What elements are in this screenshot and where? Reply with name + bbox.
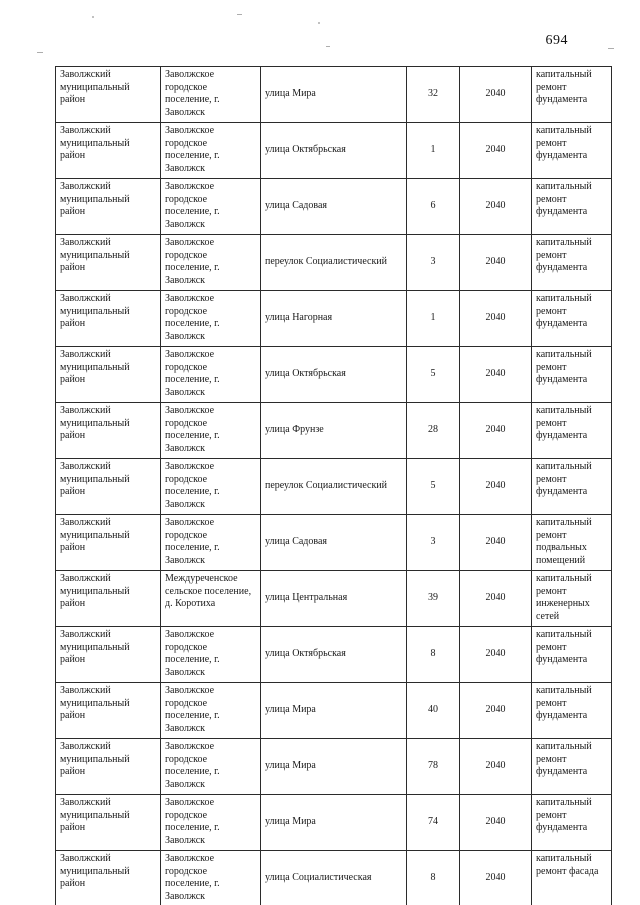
work-type-cell: капитальный ремонт фундамента [532,235,612,291]
street-cell: улица Фрунзе [261,403,407,459]
district-cell: Заволжский муниципальный район [56,739,161,795]
street-cell: улица Октябрьская [261,627,407,683]
street-cell: улица Октябрьская [261,347,407,403]
street-cell: переулок Социалистический [261,459,407,515]
district-cell: Заволжский муниципальный район [56,403,161,459]
district-cell: Заволжский муниципальный район [56,347,161,403]
house-number-cell: 39 [407,571,460,627]
work-type-cell: капитальный ремонт фасада [532,851,612,905]
work-type-cell: капитальный ремонт фундамента [532,459,612,515]
work-type-cell: капитальный ремонт фундамента [532,67,612,123]
district-cell: Заволжский муниципальный район [56,515,161,571]
table-row [56,235,612,291]
year-cell: 2040 [460,123,532,179]
district-cell: Заволжский муниципальный район [56,683,161,739]
house-number-cell: 1 [407,291,460,347]
settlement-cell: Заволжское городское поселение, г. Заволжск [161,459,261,515]
year-cell: 2040 [460,459,532,515]
table-row [56,459,612,515]
year-cell: 2040 [460,179,532,235]
settlement-cell: Заволжское городское поселение, г. Заволжск [161,123,261,179]
table-row [56,291,612,347]
year-cell: 2040 [460,683,532,739]
settlement-cell: Заволжское городское поселение, г. Заволжск [161,739,261,795]
district-cell: Заволжский муниципальный район [56,235,161,291]
house-number-cell: 8 [407,627,460,683]
settlement-cell: Заволжское городское поселение, г. Заволжск [161,235,261,291]
house-number-cell: 5 [407,347,460,403]
scan-artifact [318,22,320,24]
street-cell: улица Центральная [261,571,407,627]
work-type-cell: капитальный ремонт фундамента [532,627,612,683]
table-row [56,739,612,795]
year-cell: 2040 [460,67,532,123]
district-cell: Заволжский муниципальный район [56,123,161,179]
table-row [56,179,612,235]
street-cell: улица Мира [261,795,407,851]
street-cell: улица Садовая [261,179,407,235]
district-cell: Заволжский муниципальный район [56,459,161,515]
house-number-cell: 3 [407,235,460,291]
settlement-cell: Заволжское городское поселение, г. Заволжск [161,627,261,683]
work-type-cell: капитальный ремонт фундамента [532,403,612,459]
settlement-cell: Заволжское городское поселение, г. Заволжск [161,291,261,347]
year-cell: 2040 [460,851,532,905]
table-row [56,123,612,179]
scan-artifact [37,52,43,53]
street-cell: улица Мира [261,683,407,739]
house-number-cell: 40 [407,683,460,739]
year-cell: 2040 [460,403,532,459]
year-cell: 2040 [460,235,532,291]
street-cell: улица Мира [261,67,407,123]
year-cell: 2040 [460,515,532,571]
year-cell: 2040 [460,291,532,347]
repair-schedule-table [55,66,612,905]
year-cell: 2040 [460,627,532,683]
table-row [56,347,612,403]
district-cell: Заволжский муниципальный район [56,795,161,851]
settlement-cell: Заволжское городское поселение, г. Заволжск [161,179,261,235]
settlement-cell: Заволжское городское поселение, г. Заволжск [161,67,261,123]
scan-artifact [608,48,614,49]
work-type-cell: капитальный ремонт фундамента [532,291,612,347]
district-cell: Заволжский муниципальный район [56,291,161,347]
year-cell: 2040 [460,795,532,851]
table-row [56,627,612,683]
table-row [56,851,612,905]
district-cell: Заволжский муниципальный район [56,627,161,683]
settlement-cell: Междуреченское сельское поселение, д. Коротиха [161,571,261,627]
scan-artifact [326,46,330,47]
scan-artifact [237,14,242,15]
scan-artifact [92,16,94,18]
work-type-cell: капитальный ремонт фундамента [532,795,612,851]
district-cell: Заволжский муниципальный район [56,571,161,627]
house-number-cell: 28 [407,403,460,459]
year-cell: 2040 [460,739,532,795]
house-number-cell: 5 [407,459,460,515]
table-row [56,403,612,459]
year-cell: 2040 [460,571,532,627]
house-number-cell: 6 [407,179,460,235]
settlement-cell: Заволжское городское поселение, г. Заволжск [161,347,261,403]
settlement-cell: Заволжское городское поселение, г. Заволжск [161,683,261,739]
table-row [56,683,612,739]
street-cell: улица Социалистическая [261,851,407,905]
table-row [56,515,612,571]
house-number-cell: 74 [407,795,460,851]
table-row [56,795,612,851]
street-cell: улица Садовая [261,515,407,571]
work-type-cell: капитальный ремонт фундамента [532,123,612,179]
street-cell: улица Октябрьская [261,123,407,179]
year-cell: 2040 [460,347,532,403]
district-cell: Заволжский муниципальный район [56,179,161,235]
settlement-cell: Заволжское городское поселение, г. Заволжск [161,851,261,905]
table-body [56,67,612,905]
table-row [56,67,612,123]
settlement-cell: Заволжское городское поселение, г. Заволжск [161,403,261,459]
work-type-cell: капитальный ремонт фундамента [532,739,612,795]
page-number: 694 [545,33,568,48]
work-type-cell: капитальный ремонт инженерных сетей [532,571,612,627]
street-cell: переулок Социалистический [261,235,407,291]
work-type-cell: капитальный ремонт фундамента [532,179,612,235]
table-row [56,571,612,627]
house-number-cell: 3 [407,515,460,571]
house-number-cell: 32 [407,67,460,123]
house-number-cell: 78 [407,739,460,795]
street-cell: улица Мира [261,739,407,795]
house-number-cell: 1 [407,123,460,179]
house-number-cell: 8 [407,851,460,905]
street-cell: улица Нагорная [261,291,407,347]
settlement-cell: Заволжское городское поселение, г. Заволжск [161,795,261,851]
work-type-cell: капитальный ремонт подвальных помещений [532,515,612,571]
district-cell: Заволжский муниципальный район [56,851,161,905]
settlement-cell: Заволжское городское поселение, г. Заволжск [161,515,261,571]
district-cell: Заволжский муниципальный район [56,67,161,123]
work-type-cell: капитальный ремонт фундамента [532,347,612,403]
work-type-cell: капитальный ремонт фундамента [532,683,612,739]
